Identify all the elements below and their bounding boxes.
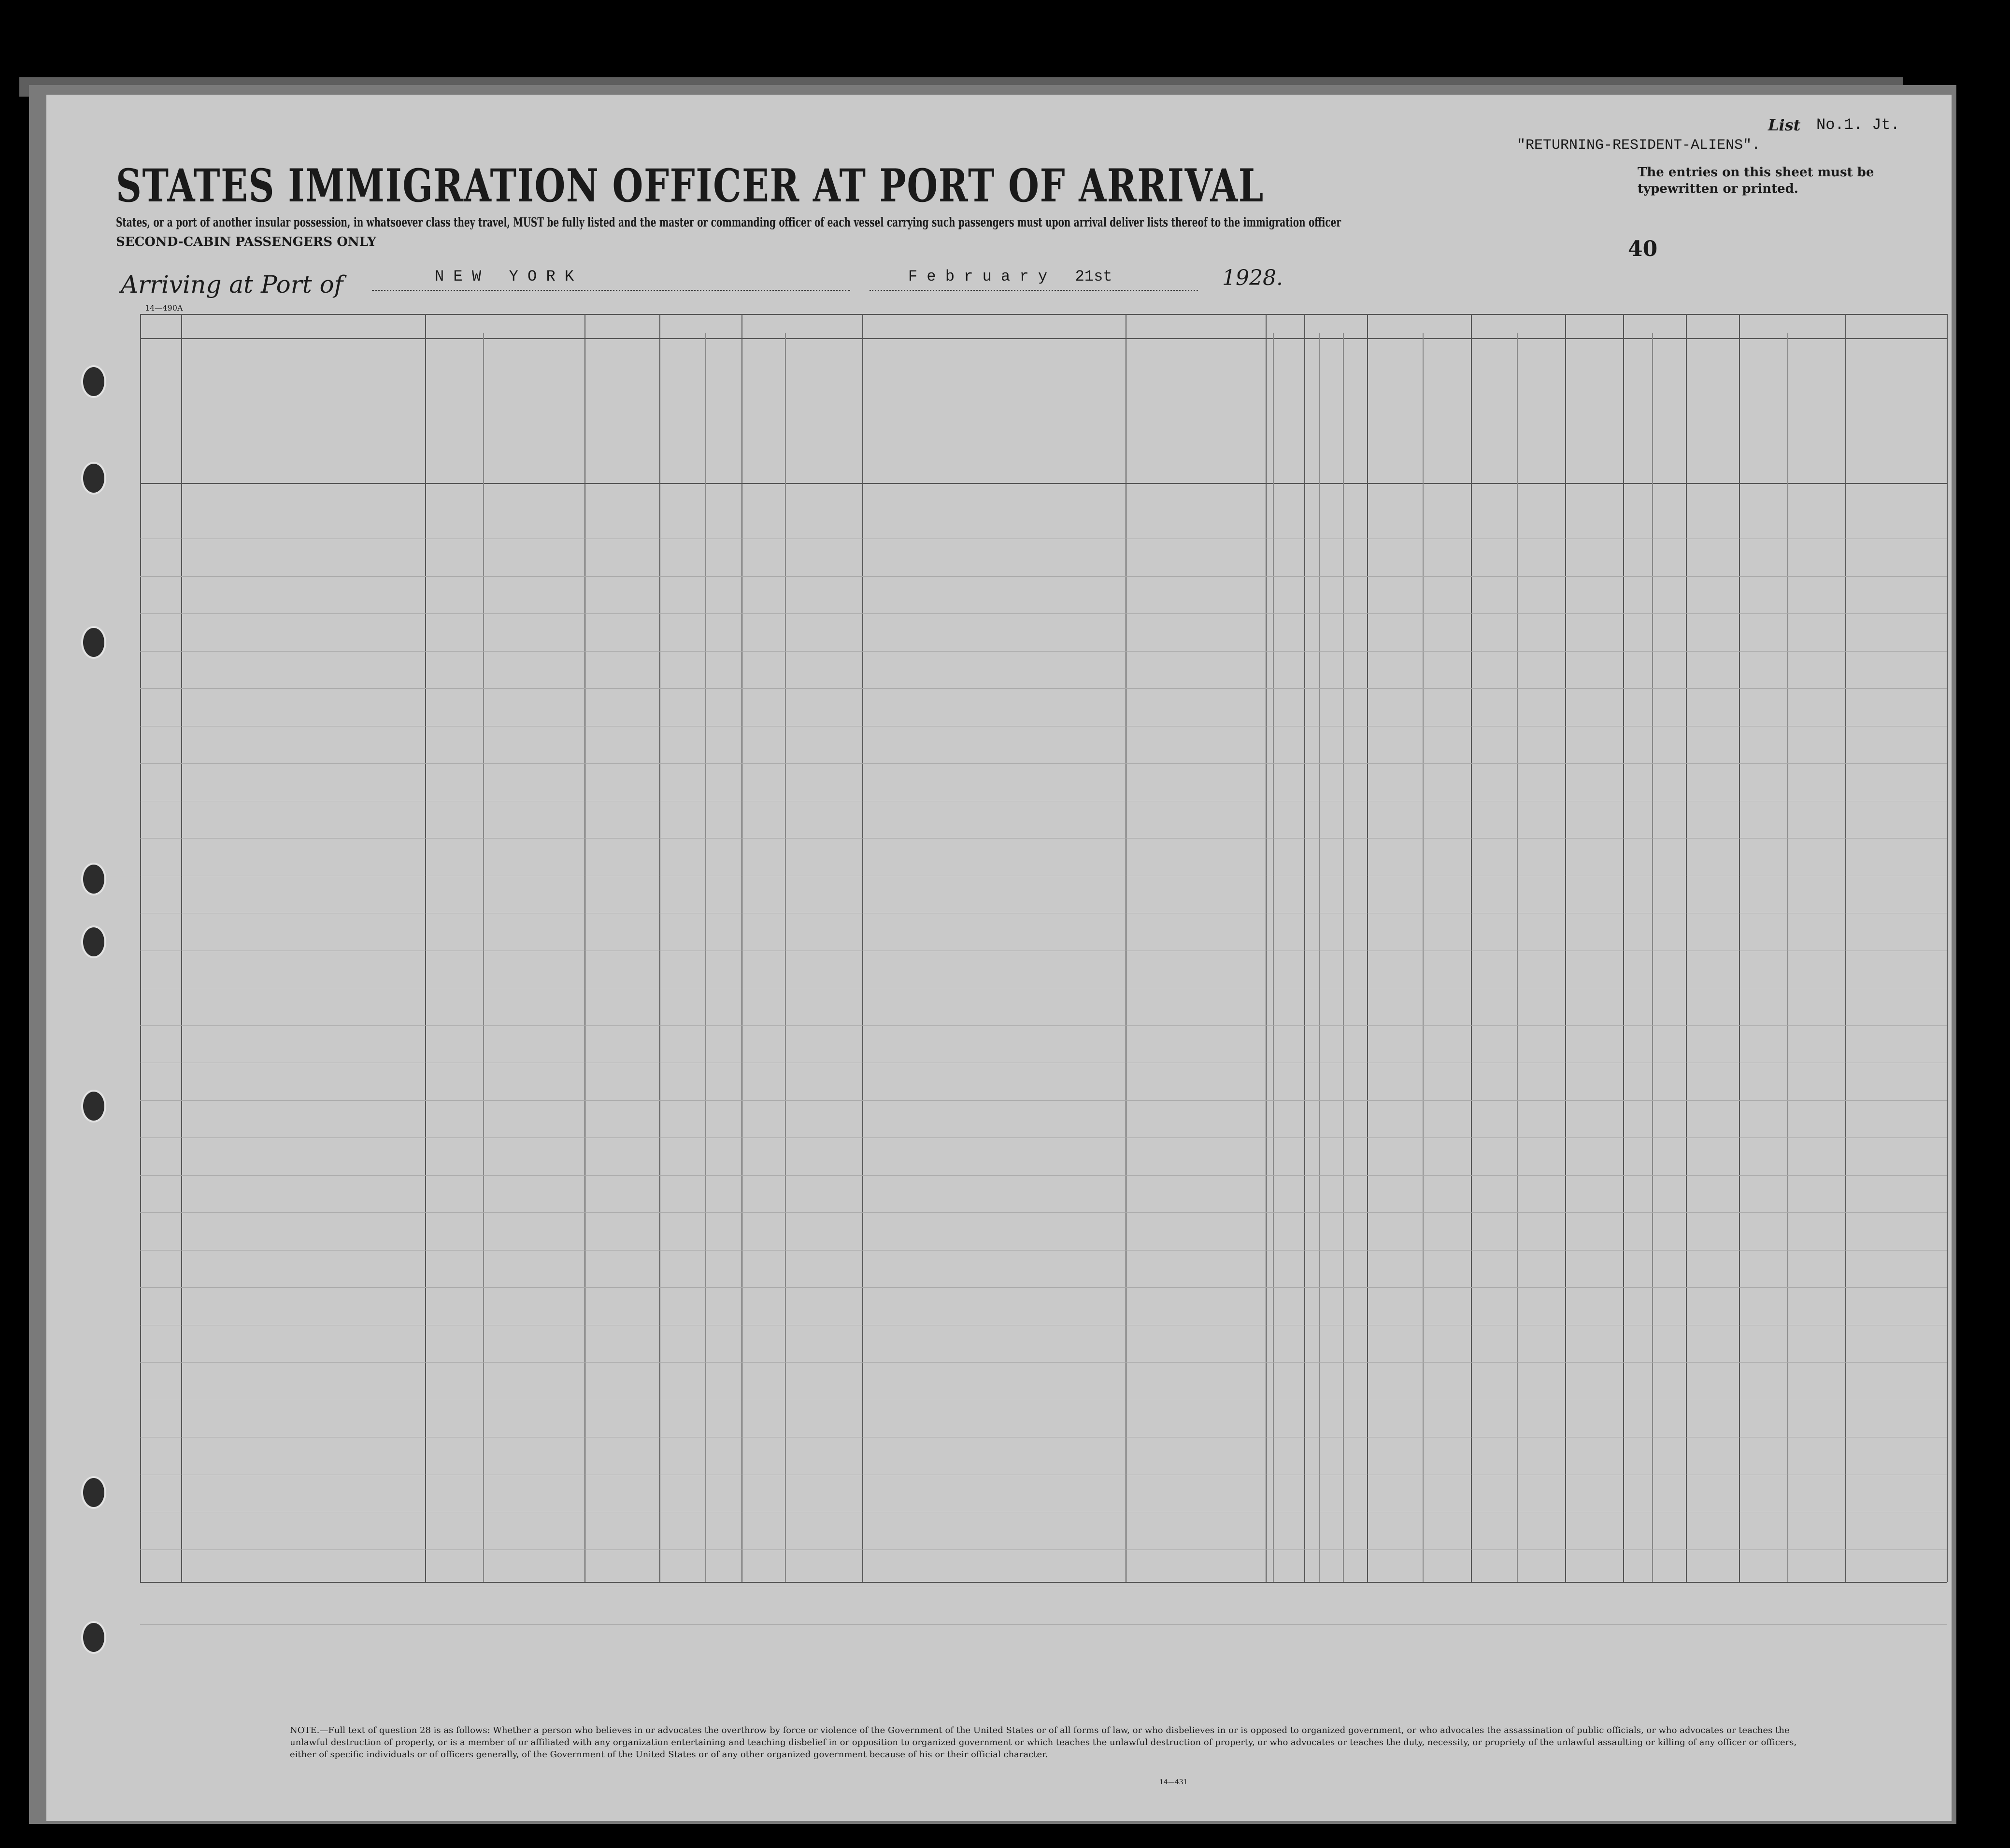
column-divider (862, 314, 863, 1582)
column-divider (1623, 314, 1624, 1582)
column-subdivider (1517, 333, 1518, 1582)
row-rule (140, 1250, 1947, 1251)
column-divider (1266, 314, 1267, 1582)
column-subdivider (1273, 333, 1274, 1582)
row-rule (140, 1100, 1947, 1101)
row-rule (140, 838, 1947, 839)
column-divider (1845, 314, 1846, 1582)
row-rule (140, 576, 1947, 577)
row-rule (140, 1549, 1947, 1550)
row-rule (140, 1175, 1947, 1176)
punch-hole (81, 1476, 106, 1509)
row-rule (140, 613, 1947, 614)
row-rule (140, 763, 1947, 764)
punch-hole (81, 863, 106, 896)
column-divider (1739, 314, 1740, 1582)
column-divider (741, 314, 742, 1582)
page-subtitle: States, or a port of another insular possession, in whatsoever class they travel, MUST be fully listed and the master or commanding officer of each vessel carrying such passengers must upon arrival deliver lists thereof to the immigration officer (116, 215, 1341, 230)
column-subdivider (1343, 333, 1344, 1582)
column-subdivider (1423, 333, 1424, 1582)
list-label: List (1768, 116, 1801, 134)
footer-code: 14—431 (1159, 1778, 1188, 1786)
punch-hole (81, 626, 106, 659)
sheet-instructions: The entries on this sheet must be typewritten or printed. (1638, 165, 1874, 196)
manifest-sheet (46, 95, 1952, 1821)
page-title: STATES IMMIGRATION OFFICER AT PORT OF ARRIVAL (116, 159, 1264, 213)
row-rule (140, 1212, 1947, 1213)
row-rule (140, 1137, 1947, 1138)
column-divider (1367, 314, 1368, 1582)
arrival-date: F e b r u a r y 21st (908, 268, 1112, 285)
footnote: NOTE.—Full text of question 28 is as follows: Whether a person who believes in or advocates the overthrow by force or violence of the Government of the United States or of all forms of law, or who disbelieves in or is opposed to organized government, or who advocates the assassination of public officials, or who advocates or teaches the unlawful destruction of property, or is a member of or affiliated with any organization entertaining and teaching disbelief in or opposition to organized government or which teaches the unlawful destruction of property, or who advocates or teaches the duty, necessity, or propriety of the unlawful assaulting or killing of any officer or officers, either of specific individuals or of officers generally, of the Government of the United States or of any other organized government because of his or their official character. (290, 1725, 1797, 1760)
column-divider (1947, 314, 1948, 1582)
header-bottom-border (140, 483, 1947, 484)
column-subdivider (705, 333, 706, 1582)
column-subdivider (1652, 333, 1653, 1582)
column-divider (659, 314, 660, 1582)
port-name: N E W Y O R K (435, 268, 574, 285)
row-rule (140, 1287, 1947, 1288)
page-number: 40 (1628, 237, 1658, 261)
punch-hole (81, 365, 106, 398)
column-divider (1565, 314, 1566, 1582)
punch-hole (81, 462, 106, 495)
arriving-label: Arriving at Port of (121, 270, 343, 299)
row-rule (140, 651, 1947, 652)
column-divider (140, 314, 141, 1582)
column-subdivider (785, 333, 786, 1582)
table-top-border (140, 314, 1947, 315)
column-number-rule (140, 338, 1947, 339)
column-divider (181, 314, 182, 1582)
column-divider (1686, 314, 1687, 1582)
arrival-year: 1928. (1222, 266, 1283, 290)
column-subdivider (483, 333, 484, 1582)
form-code: 14—490A (145, 303, 183, 313)
port-underline (372, 290, 850, 291)
column-divider (1471, 314, 1472, 1582)
column-divider (584, 314, 585, 1582)
date-underline (870, 290, 1198, 291)
column-divider (425, 314, 426, 1582)
row-rule (140, 688, 1947, 689)
passenger-class: SECOND-CABIN PASSENGERS ONLY (116, 235, 376, 249)
row-rule (140, 1025, 1947, 1026)
table-bottom-border (140, 1582, 1947, 1583)
column-subdivider (1319, 333, 1320, 1582)
punch-hole (81, 1090, 106, 1123)
column-subdivider (1787, 333, 1788, 1582)
punch-hole (81, 925, 106, 958)
list-number: No.1. Jt. (1816, 116, 1900, 134)
row-rule (140, 1624, 1947, 1625)
column-divider (1304, 314, 1305, 1582)
row-rule (140, 1362, 1947, 1363)
punch-hole (81, 1621, 106, 1654)
list-type: "RETURNING-RESIDENT-ALIENS". (1517, 137, 1761, 154)
